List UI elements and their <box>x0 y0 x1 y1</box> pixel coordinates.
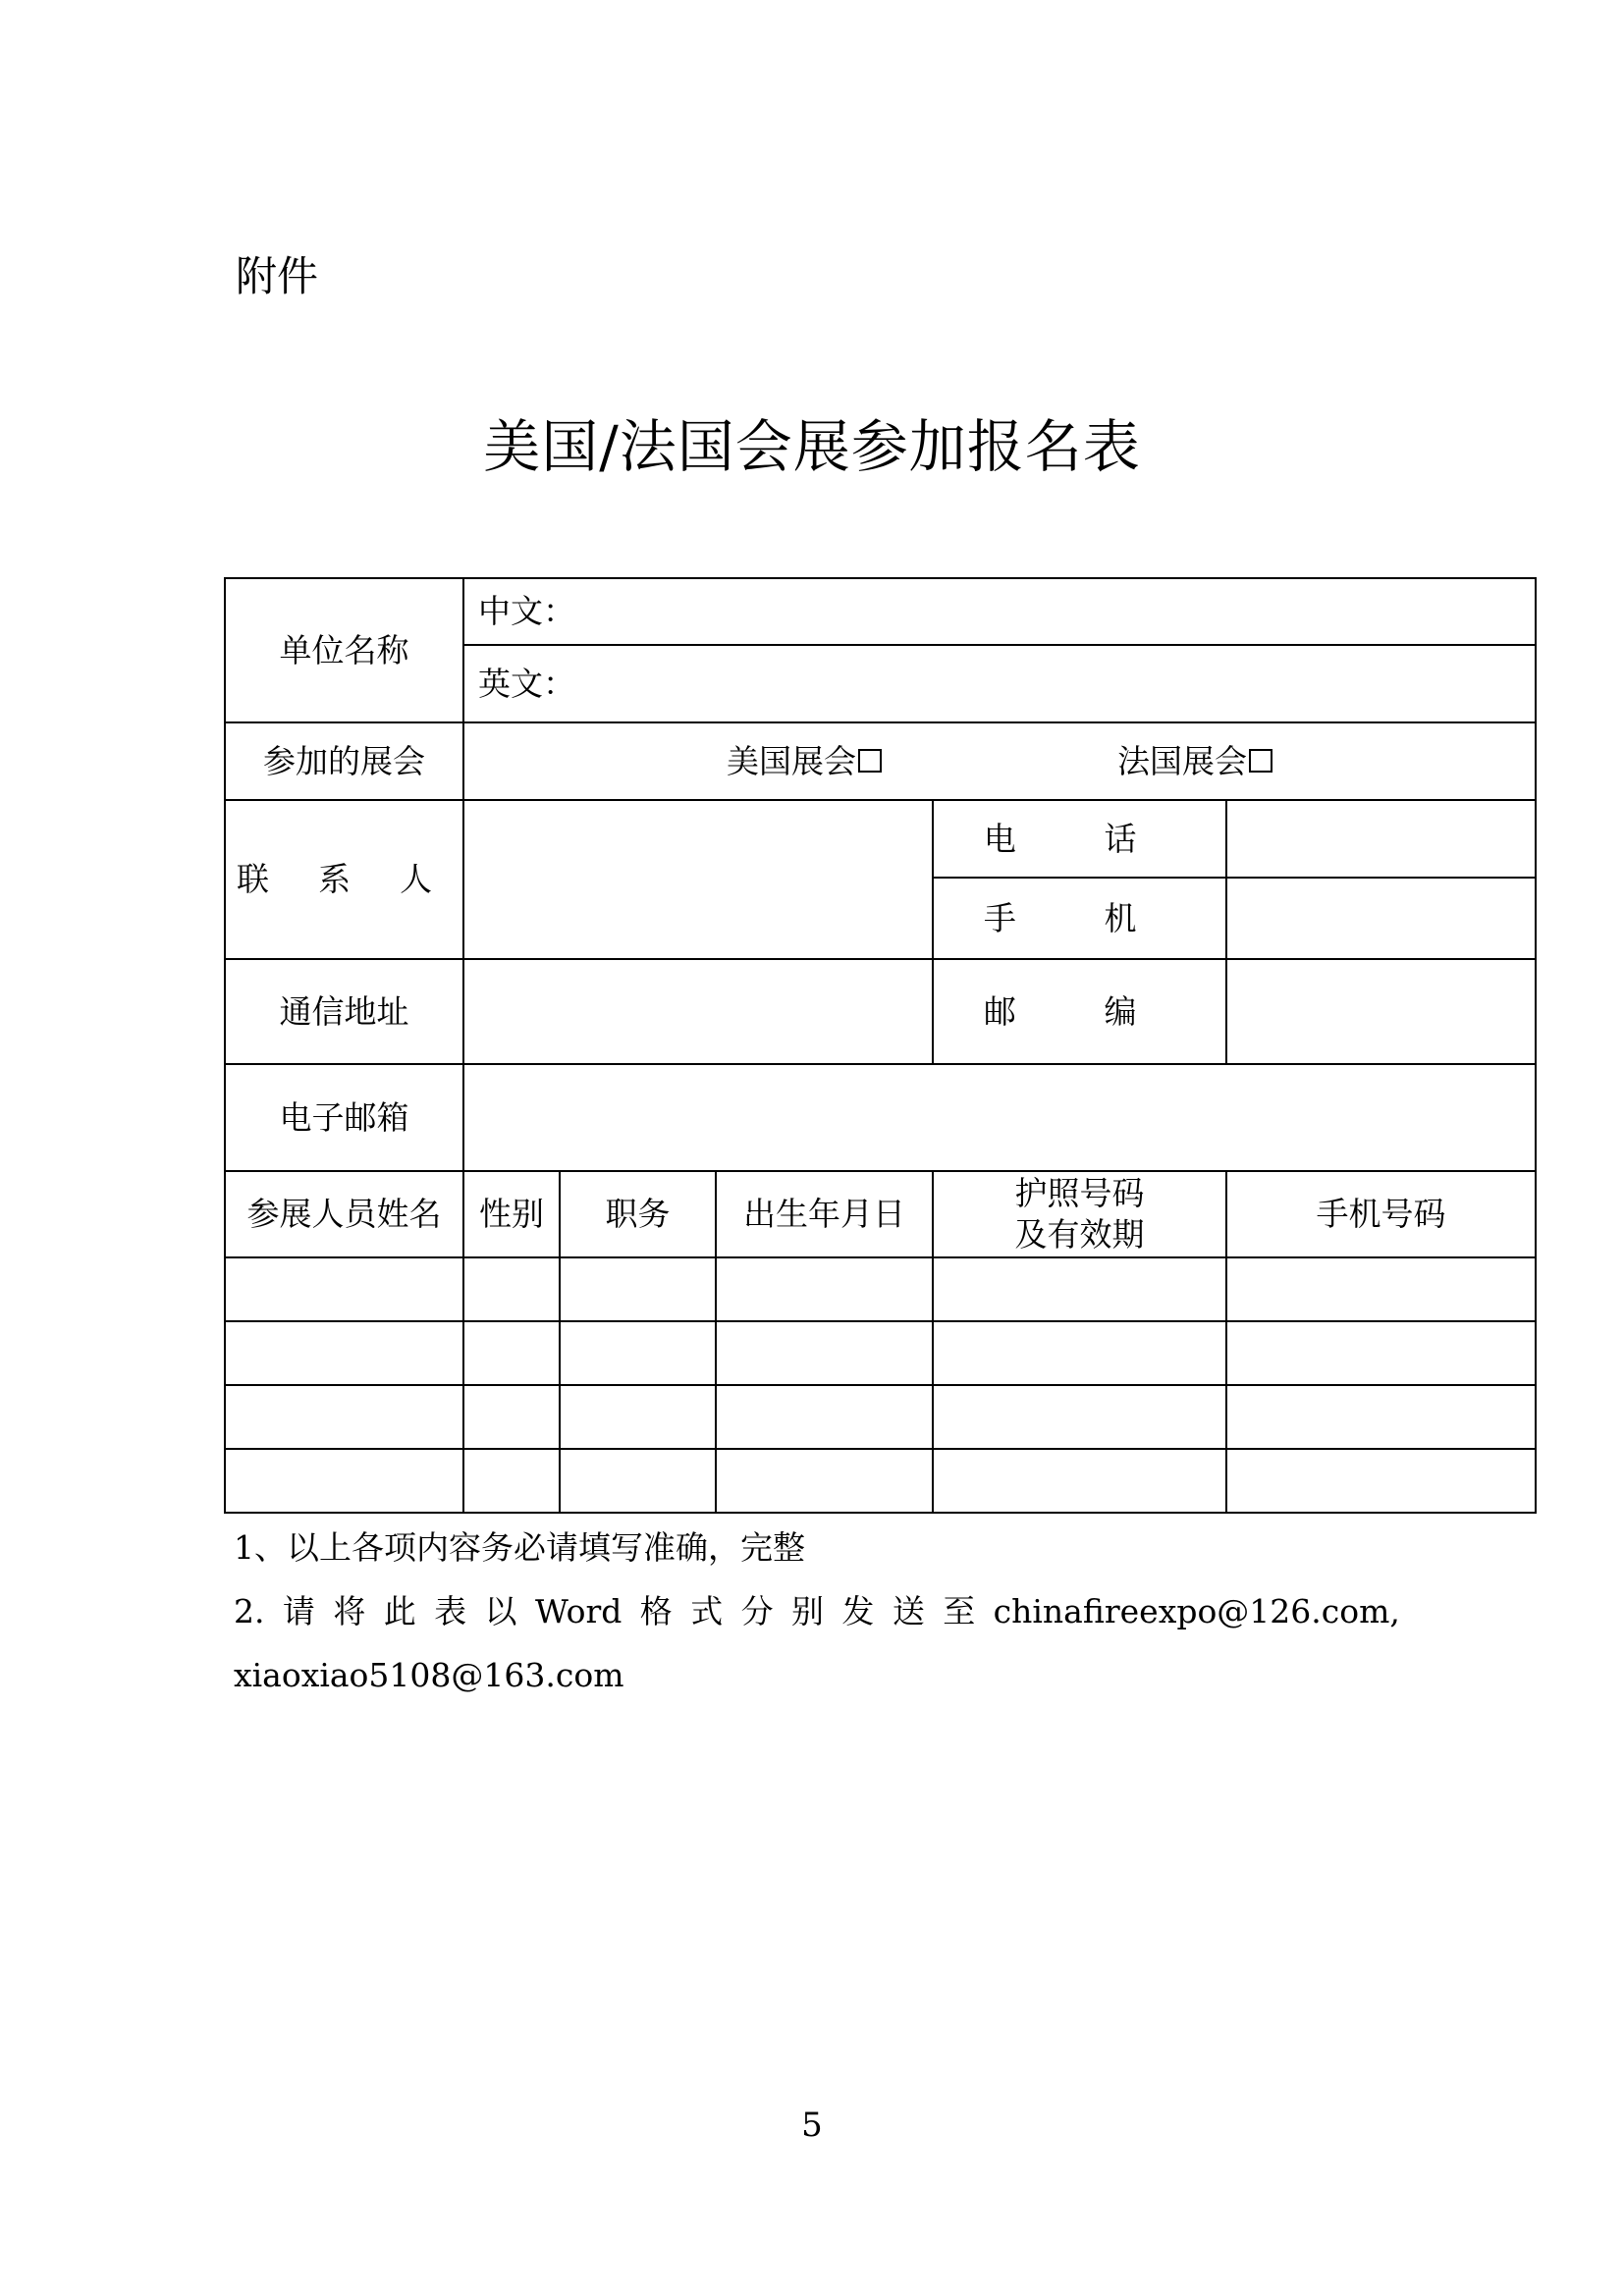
table-row <box>225 1449 1536 1513</box>
org-name-en-field[interactable] <box>463 645 1536 722</box>
address-field[interactable] <box>463 959 933 1064</box>
email-link-1[interactable]: chinafireexpo@126.com, <box>993 1592 1400 1630</box>
note-2: 2. 请 将 此 表 以 Word 格 式 分 别 发 送 至 chinafireexpo@126.com, <box>234 1590 1400 1633</box>
address-label: 通信地址 <box>225 959 463 1064</box>
exhibition-options <box>463 722 1536 800</box>
page-title: 美国/法国会展参加报名表 <box>483 413 1141 480</box>
attendee-passport-header: 护照号码 及有效期 <box>933 1171 1226 1257</box>
checkbox-usa[interactable] <box>858 749 882 773</box>
org-name-cn-label: 中文： <box>478 592 575 630</box>
checkbox-france[interactable] <box>1249 749 1272 773</box>
org-name-en-label: 英文： <box>478 664 575 703</box>
mobile-field[interactable] <box>1226 878 1536 959</box>
attachment-label: 附件 <box>236 252 319 300</box>
mobile-label: 手 机 <box>933 878 1226 959</box>
org-name-label: 单位名称 <box>225 578 463 722</box>
attendee-position-header: 职务 <box>560 1171 716 1257</box>
note-3 <box>234 1654 624 1697</box>
table-row <box>225 1257 1536 1321</box>
attendee-name-header: 参展人员姓名 <box>225 1171 463 1257</box>
exhibition-option-usa[interactable]: 美国展会 <box>727 741 882 782</box>
attendee-gender-header: 性别 <box>463 1171 560 1257</box>
note-1: 1、以上各项内容务必请填写准确，完整 <box>234 1528 805 1567</box>
exhibition-option-france[interactable]: 法国展会 <box>1117 741 1272 782</box>
table-row <box>225 1321 1536 1385</box>
org-name-cn-field[interactable] <box>463 578 1536 645</box>
contact-label: 联 系 人 <box>225 800 463 959</box>
registration-form <box>224 577 1537 1514</box>
email-link-2[interactable]: xiaoxiao5108@163.com <box>234 1656 624 1694</box>
page-number: 5 <box>801 2106 823 2145</box>
exhibition-label: 参加的展会 <box>225 722 463 800</box>
phone-field[interactable] <box>1226 800 1536 878</box>
contact-field[interactable] <box>463 800 933 959</box>
table-row <box>225 1385 1536 1449</box>
postcode-field[interactable] <box>1226 959 1536 1064</box>
attendee-mobile-header: 手机号码 <box>1226 1171 1536 1257</box>
phone-label: 电 话 <box>933 800 1226 878</box>
email-label: 电子邮箱 <box>225 1064 463 1171</box>
email-field[interactable] <box>463 1064 1536 1171</box>
postcode-label: 邮 编 <box>933 959 1226 1064</box>
attendee-birthdate-header: 出生年月日 <box>716 1171 933 1257</box>
